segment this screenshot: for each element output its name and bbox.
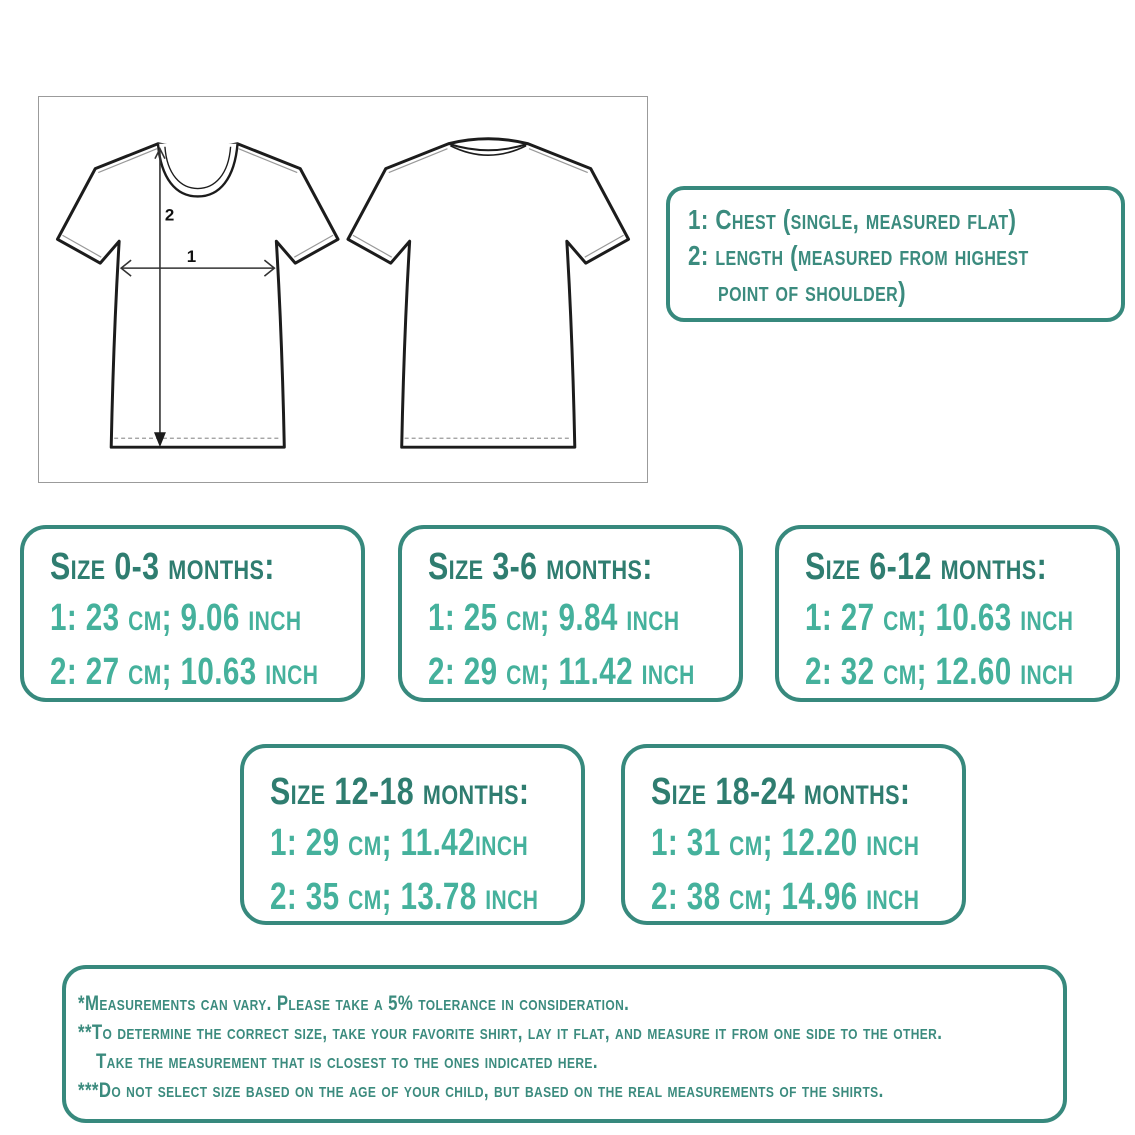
tshirt-front-drawing — [57, 144, 338, 447]
size-card-title: Size 6-12 months: — [805, 546, 1048, 588]
size-card-18-24-months — [621, 744, 966, 925]
length-measure-label: 2 — [164, 205, 175, 225]
length-measurement: 2: 27 cm; 10.63 inch — [50, 651, 319, 693]
chest-measure-label: 1 — [186, 247, 197, 267]
size-card-0-3-months — [20, 525, 365, 702]
size-card-title: Size 0-3 months: — [50, 546, 275, 588]
size-card-title: Size 12-18 months: — [270, 771, 530, 813]
length-measurement: 2: 29 cm; 11.42 inch — [428, 651, 695, 693]
length-measurement: 2: 38 cm; 14.96 inch — [651, 876, 920, 918]
length-measurement: 2: 32 cm; 12.60 inch — [805, 651, 1074, 693]
footnote-age-warning: ***Do not select size based on the age of your child, but based on the real measurements of the shirts. — [78, 1079, 884, 1102]
footnote-how-to-measure: **To determine the correct size, take your favorite shirt, lay it flat, and measure it from one side to the other. — [78, 1021, 943, 1044]
footnote-tolerance: *Measurements can vary. Please take a 5% tolerance in consideration. — [78, 992, 630, 1015]
chest-measurement: 1: 23 cm; 9.06 inch — [50, 597, 302, 639]
tshirt-technical-drawing — [39, 97, 647, 482]
chest-measurement: 1: 29 cm; 11.42inch — [270, 822, 529, 864]
legend-line-chest: 1: Chest (single, measured flat) — [688, 204, 1017, 235]
tshirt-back-drawing — [348, 139, 629, 447]
size-card-3-6-months — [398, 525, 743, 702]
footnote-how-to-measure-wrap: Take the measurement that is closest to the ones indicated here. — [96, 1050, 598, 1073]
size-card-title: Size 3-6 months: — [428, 546, 653, 588]
legend-line-length: 2: length (measured from highest — [688, 240, 1029, 271]
tshirt-diagram-panel — [38, 96, 648, 483]
footnotes-box — [62, 965, 1067, 1123]
chest-measurement: 1: 25 cm; 9.84 inch — [428, 597, 680, 639]
legend-box — [666, 186, 1125, 322]
size-card-6-12-months — [775, 525, 1120, 702]
size-card-title: Size 18-24 months: — [651, 771, 911, 813]
size-card-12-18-months — [240, 744, 585, 925]
legend-line-length-wrap: point of shoulder) — [718, 276, 906, 307]
chest-measurement: 1: 31 cm; 12.20 inch — [651, 822, 920, 864]
chest-measurement: 1: 27 cm; 10.63 inch — [805, 597, 1074, 639]
length-measurement: 2: 35 cm; 13.78 inch — [270, 876, 539, 918]
